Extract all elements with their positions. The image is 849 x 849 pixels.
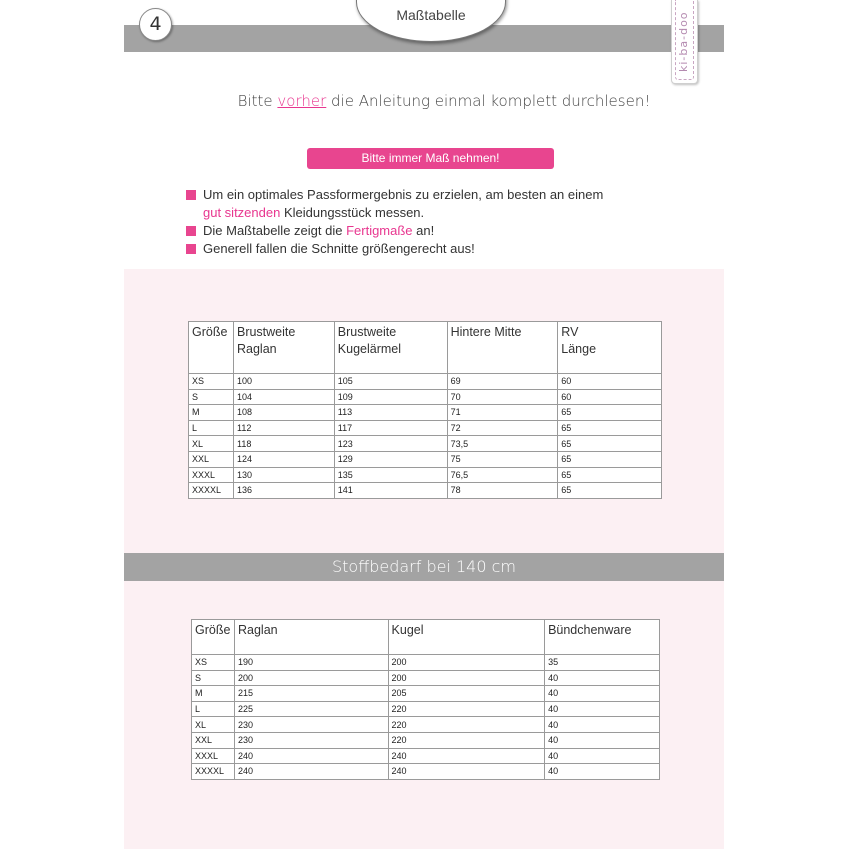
table-cell: 73,5 xyxy=(447,436,558,452)
col-header-ribbing: Bündchenware xyxy=(545,620,660,655)
table-cell: 72 xyxy=(447,420,558,436)
table-row xyxy=(192,655,660,671)
tip-text: an! xyxy=(412,223,435,238)
table-cell: 200 xyxy=(388,655,545,671)
table-cell: 225 xyxy=(234,701,388,717)
table-cell: XL xyxy=(192,717,235,733)
tip-item xyxy=(186,186,686,204)
table-cell: XL xyxy=(189,436,234,452)
table-cell: XXL xyxy=(192,732,235,748)
table-cell: XXXXL xyxy=(189,483,234,499)
table-cell: 113 xyxy=(334,405,447,421)
table-cell: 70 xyxy=(447,389,558,405)
table-row xyxy=(192,717,660,733)
bullet-square-icon xyxy=(186,226,196,236)
tip-text: Generell fallen die Schnitte größengerecht aus! xyxy=(203,241,475,256)
table-cell: 65 xyxy=(558,451,662,467)
table-row xyxy=(192,732,660,748)
table-cell: 240 xyxy=(388,748,545,764)
tip-item xyxy=(186,240,686,258)
fabric-table xyxy=(191,619,660,780)
table-cell: 40 xyxy=(545,717,660,733)
table-cell: XS xyxy=(192,655,235,671)
table-cell: 117 xyxy=(334,420,447,436)
size-table xyxy=(188,321,662,499)
table-header-row xyxy=(189,322,662,374)
table-row xyxy=(192,764,660,780)
col-header-size: Größe xyxy=(189,322,234,374)
table-cell: 40 xyxy=(545,701,660,717)
table-cell: L xyxy=(192,701,235,717)
table-cell: S xyxy=(192,670,235,686)
table-cell: 141 xyxy=(334,483,447,499)
table-cell: 69 xyxy=(447,374,558,390)
table-cell: XXL xyxy=(189,451,234,467)
col-header-raglan: Raglan xyxy=(234,620,388,655)
table-cell: 220 xyxy=(388,717,545,733)
table-cell: 109 xyxy=(334,389,447,405)
table-cell: XS xyxy=(189,374,234,390)
tip-highlight: Fertigmaße xyxy=(346,223,413,238)
table-cell: 220 xyxy=(388,732,545,748)
table-cell: 76,5 xyxy=(447,467,558,483)
table-cell: 60 xyxy=(558,374,662,390)
table-row xyxy=(189,405,662,421)
intro-before: Bitte xyxy=(237,92,278,110)
table-cell: 136 xyxy=(233,483,334,499)
tip-text: Kleidungsstück messen. xyxy=(280,205,425,220)
table-cell: 200 xyxy=(388,670,545,686)
table-cell: 135 xyxy=(334,467,447,483)
table-row xyxy=(189,420,662,436)
table-cell: 230 xyxy=(234,717,388,733)
table-cell: 65 xyxy=(558,436,662,452)
table-cell: 75 xyxy=(447,451,558,467)
table-cell: M xyxy=(189,405,234,421)
table-row xyxy=(189,389,662,405)
table-cell: 40 xyxy=(545,670,660,686)
table-cell: 40 xyxy=(545,732,660,748)
table-cell: 71 xyxy=(447,405,558,421)
table-cell: 190 xyxy=(234,655,388,671)
table-cell: L xyxy=(189,420,234,436)
table-cell: 240 xyxy=(234,764,388,780)
table-cell: 129 xyxy=(334,451,447,467)
table-cell: 240 xyxy=(388,764,545,780)
table-cell: 215 xyxy=(234,686,388,702)
table-cell: 40 xyxy=(545,686,660,702)
table-cell: 205 xyxy=(388,686,545,702)
table-row xyxy=(189,451,662,467)
table-cell: 108 xyxy=(233,405,334,421)
table-cell: 123 xyxy=(334,436,447,452)
col-header-chest-set-in: Brustweite Kugelärmel xyxy=(334,322,447,374)
table-cell: 130 xyxy=(233,467,334,483)
table-row xyxy=(189,374,662,390)
table-row xyxy=(192,686,660,702)
bullet-square-icon xyxy=(186,244,196,254)
tip-item xyxy=(186,204,686,222)
table-cell: 65 xyxy=(558,405,662,421)
table-cell: S xyxy=(189,389,234,405)
tip-text: Um ein optimales Passformergebnis zu erzielen, am besten an einem xyxy=(203,187,604,202)
table-cell: 104 xyxy=(233,389,334,405)
table-cell: XXXL xyxy=(192,748,235,764)
table-cell: 240 xyxy=(234,748,388,764)
table-cell: 112 xyxy=(233,420,334,436)
table-row xyxy=(192,670,660,686)
table-cell: 35 xyxy=(545,655,660,671)
table-cell: 100 xyxy=(233,374,334,390)
table-cell: 40 xyxy=(545,748,660,764)
table-cell: 105 xyxy=(334,374,447,390)
table-row xyxy=(189,483,662,499)
table-cell: XXXXL xyxy=(192,764,235,780)
table-row xyxy=(192,701,660,717)
bullet-square-icon xyxy=(186,190,196,200)
intro-after: die Anleitung einmal komplett durchlesen! xyxy=(326,92,651,110)
table-cell: 220 xyxy=(388,701,545,717)
intro-text xyxy=(124,92,764,110)
brand-logo: ki-ba-doo xyxy=(677,11,690,73)
table-cell: 124 xyxy=(233,451,334,467)
col-header-back-center: Hintere Mitte xyxy=(447,322,558,374)
table-row xyxy=(189,436,662,452)
tips-list xyxy=(186,186,686,258)
tip-text: Die Maßtabelle zeigt die xyxy=(203,223,347,238)
table-cell: M xyxy=(192,686,235,702)
table-cell: 60 xyxy=(558,389,662,405)
page-number: 4 xyxy=(139,8,172,41)
tip-highlight: gut sitzenden xyxy=(203,205,281,220)
page-title: Maßtabelle xyxy=(396,7,466,23)
table-header-row xyxy=(192,620,660,655)
table-cell: XXXL xyxy=(189,467,234,483)
table-cell: 40 xyxy=(545,764,660,780)
fabric-section-title: Stoffbedarf bei 140 cm xyxy=(124,553,724,581)
table-row xyxy=(192,748,660,764)
table-row xyxy=(189,467,662,483)
col-header-chest-raglan: Brustweite Raglan xyxy=(233,322,334,374)
table-cell: 118 xyxy=(233,436,334,452)
intro-emphasis: vorher xyxy=(277,92,327,110)
table-cell: 65 xyxy=(558,420,662,436)
table-cell: 65 xyxy=(558,467,662,483)
table-cell: 65 xyxy=(558,483,662,499)
tip-item xyxy=(186,222,686,240)
table-cell: 200 xyxy=(234,670,388,686)
measure-notice-banner: Bitte immer Maß nehmen! xyxy=(307,148,554,169)
col-header-size: Größe xyxy=(192,620,235,655)
table-cell: 230 xyxy=(234,732,388,748)
col-header-sleeve: Kugel xyxy=(388,620,545,655)
col-header-zip-length: RV Länge xyxy=(558,322,662,374)
table-cell: 78 xyxy=(447,483,558,499)
